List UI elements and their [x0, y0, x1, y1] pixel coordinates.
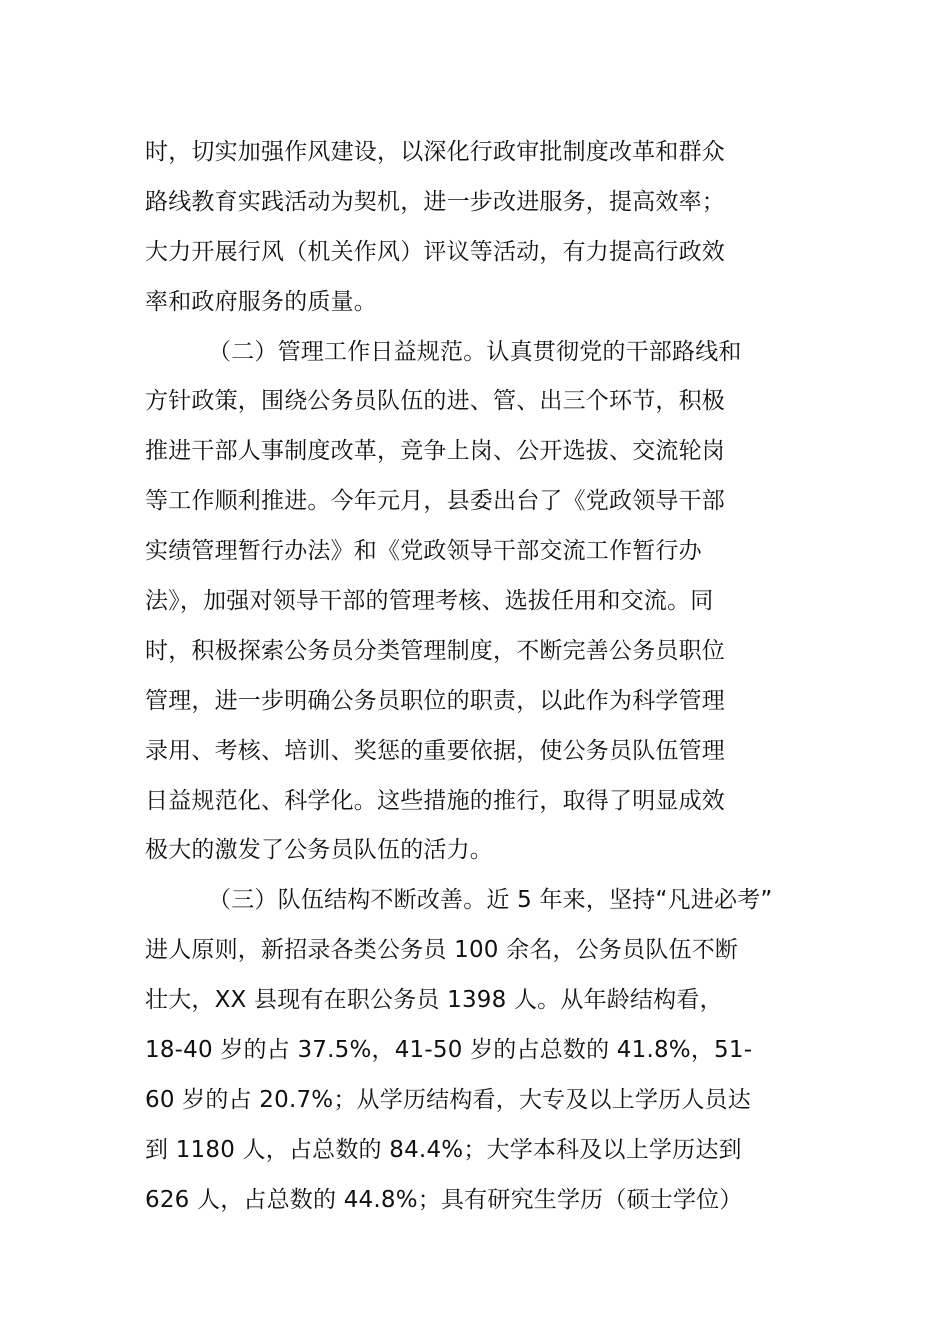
- body-text: [145, 128, 825, 1226]
- text-line: 推进干部人事制度改革，竞争上岗、公开选拔、交流轮岗: [145, 438, 725, 465]
- text-line: 60 岁的占 20.7%；从学历结构看，大专及以上学历人员达: [145, 1086, 751, 1113]
- text-line: 18-40 岁的占 37.5%，41-50 岁的占总数的 41.8%，51-: [145, 1037, 753, 1064]
- text-line: 方针政策，围绕公务员队伍的进、管、出三个环节，积极: [145, 388, 725, 415]
- text-line: 等工作顺利推进。今年元月，县委出台了《党政领导干部: [145, 488, 725, 515]
- text-line: 大力开展行风（机关作风）评议等活动，有力提高行政效: [145, 238, 725, 265]
- text-line: 时，切实加强作风建设，以深化行政审批制度改革和群众: [145, 139, 725, 165]
- text-line: 到 1180 人，占总数的 84.4%；大学本科及以上学历达到: [145, 1136, 742, 1163]
- text-line: 法》，加强对领导干部的管理考核、选拔任用和交流。同: [145, 588, 714, 615]
- text-line: 日益规范化、科学化。这些措施的推行，取得了明显成效: [145, 787, 725, 814]
- text-line: 进人原则，新招录各类公务员 100 余名，公务员队伍不断: [145, 937, 739, 964]
- text-line: 极大的激发了公务员队伍的活力。: [145, 837, 493, 864]
- text-line: 路线教育实践活动为契机，进一步改进服务，提高效率；: [145, 188, 725, 215]
- text-line: 率和政府服务的质量。: [145, 288, 377, 315]
- text-line: 管理，进一步明确公务员职位的职责，以此作为科学管理: [145, 687, 725, 714]
- text-line: 时，积极探索公务员分类管理制度，不断完善公务员职位: [145, 637, 725, 664]
- paragraph-start-line: （三）队伍结构不断改善。近 5 年来，坚持“凡进必考”: [208, 887, 773, 914]
- text-line: 实绩管理暂行办法》和《党政领导干部交流工作暂行办: [145, 538, 702, 565]
- text-line: 壮大，XX 县现有在职公务员 1398 人。从年龄结构看，: [145, 987, 723, 1014]
- text-line: 626 人，占总数的 44.8%；具有研究生学历（硕士学位）: [145, 1186, 743, 1213]
- text-line: 录用、考核、培训、奖惩的重要依据，使公务员队伍管理: [145, 737, 725, 764]
- paragraph-start-line: （二）管理工作日益规范。认真贯彻党的干部路线和: [208, 338, 742, 365]
